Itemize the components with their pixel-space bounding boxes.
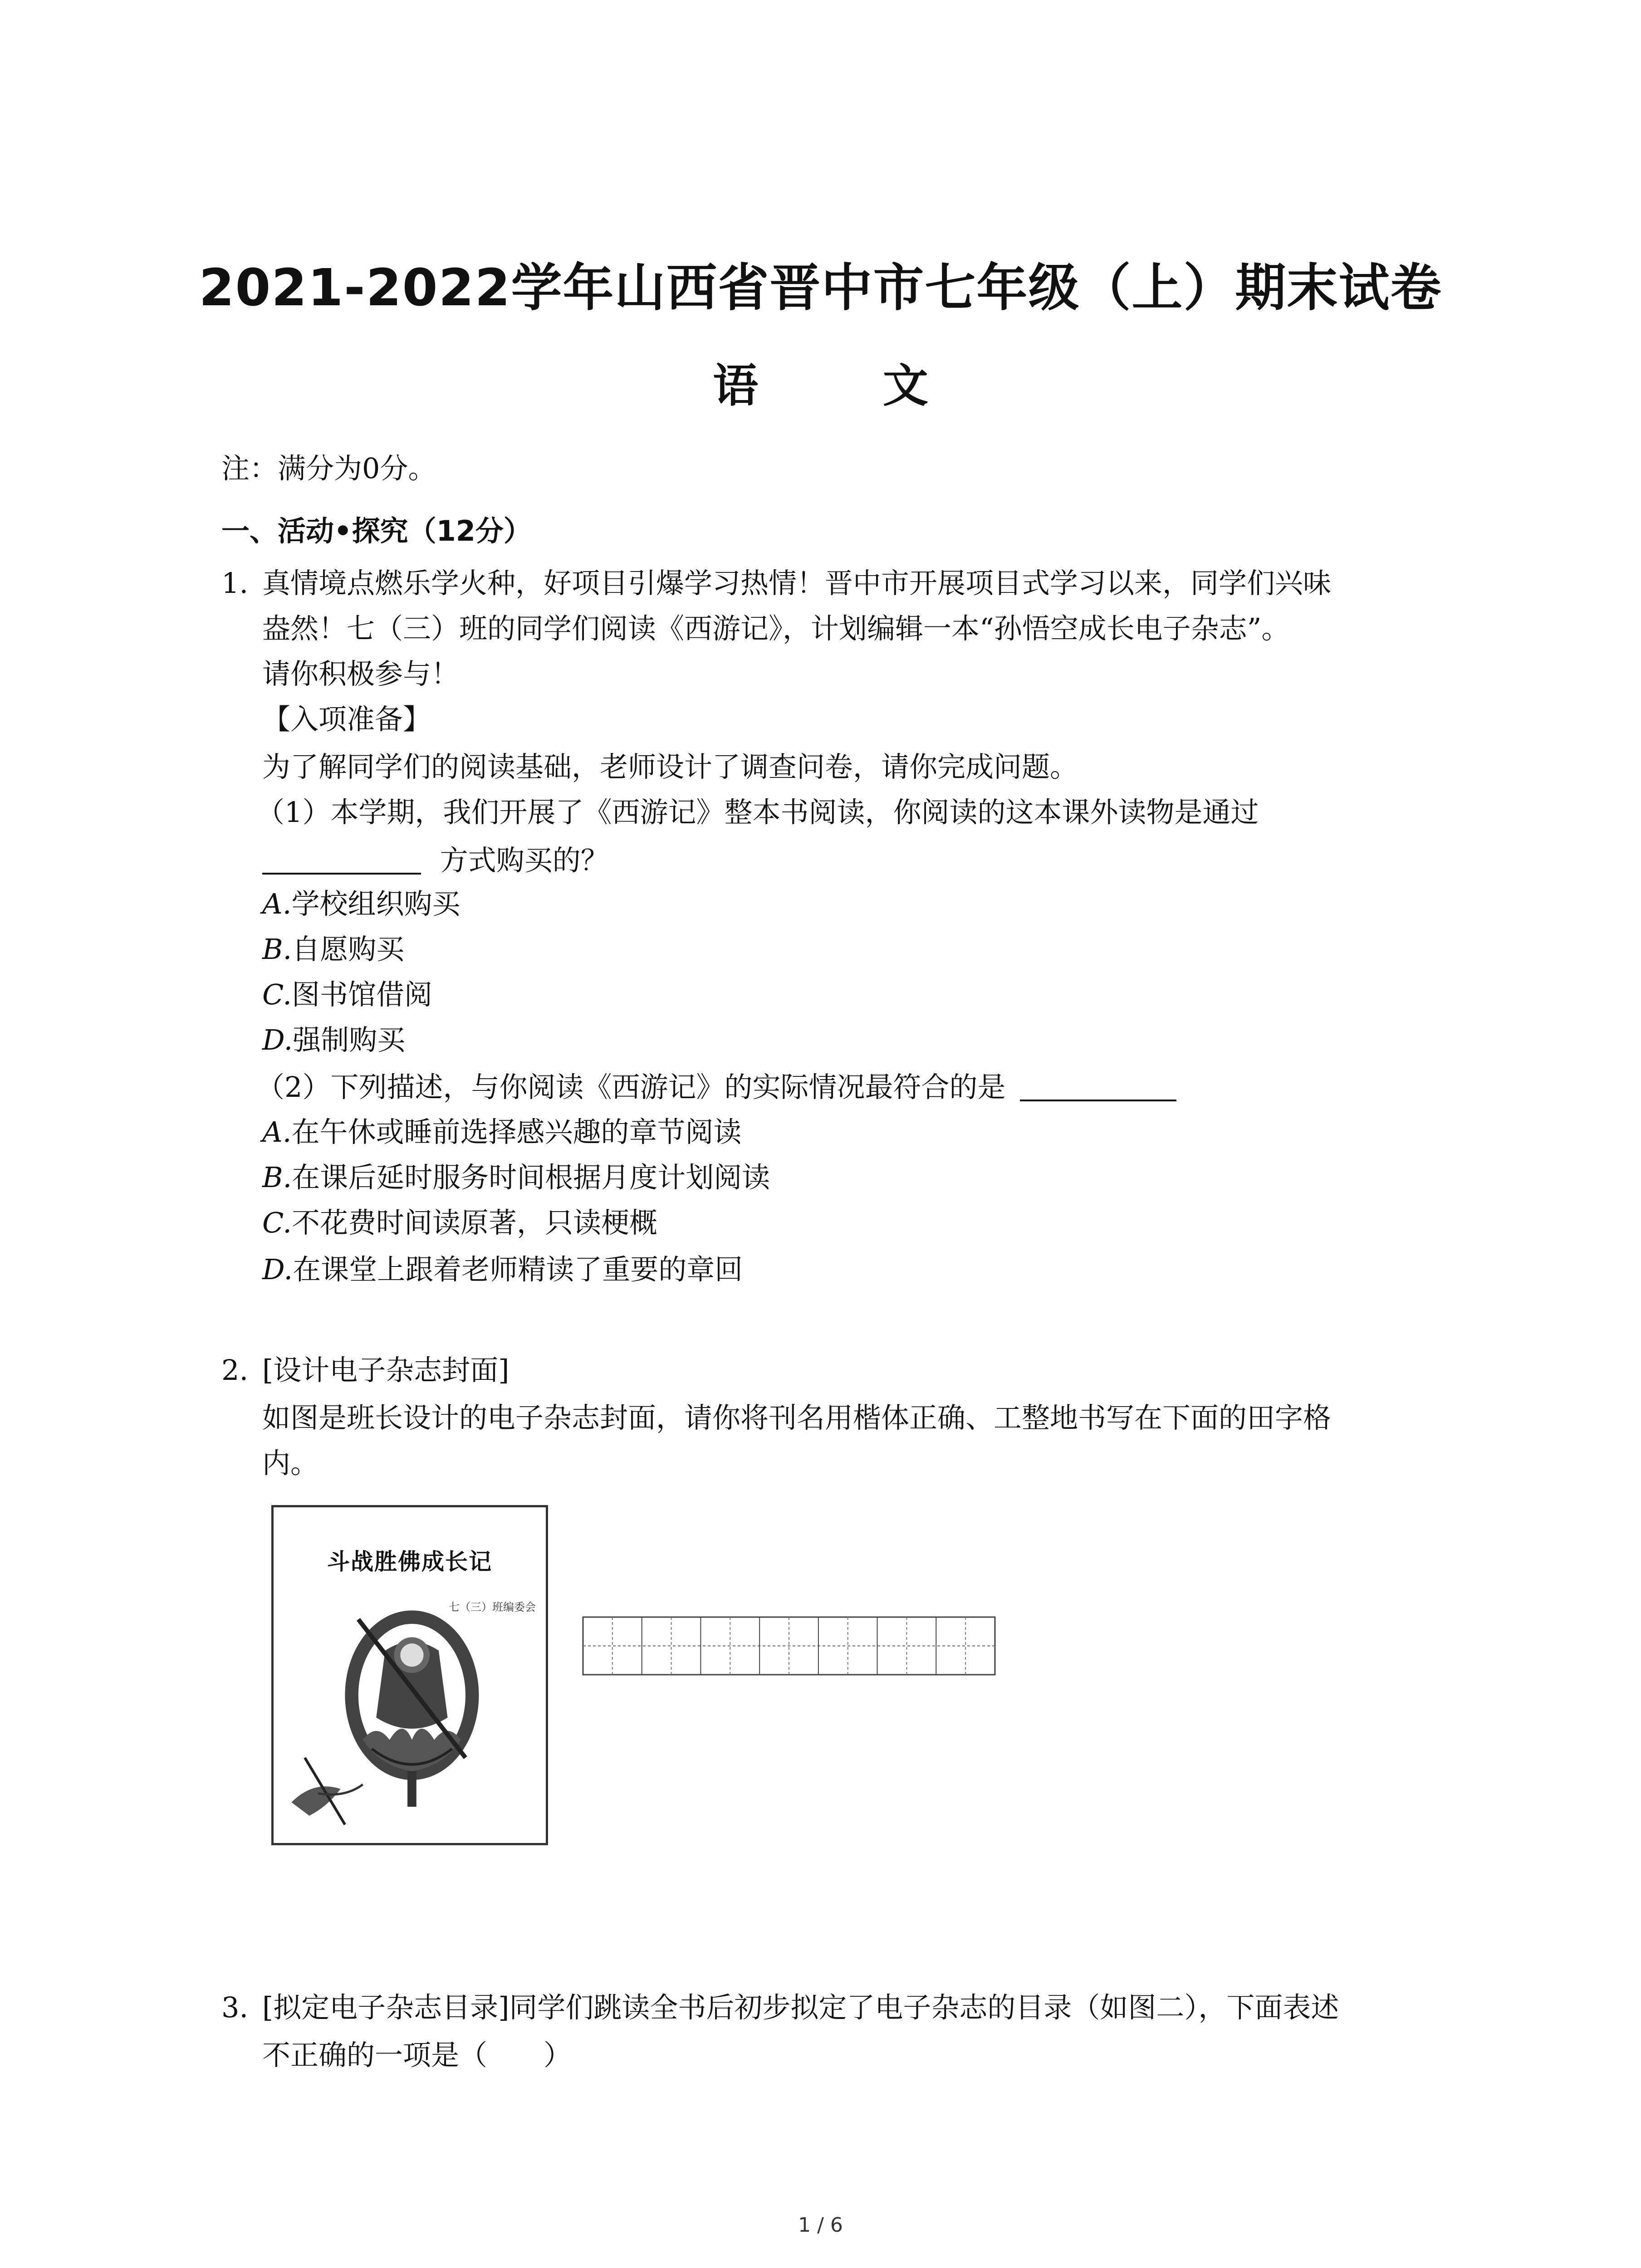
sub-question: （2）下列描述，与你阅读《西游记》的实际情况最符合的是: [256, 1071, 1176, 1101]
option: B.自愿购买: [262, 933, 405, 966]
section-tag: [设计电子杂志封面]: [262, 1354, 509, 1387]
question-text-line: 不正确的一项是（ ）: [262, 2038, 572, 2072]
option: C.图书馆借阅: [262, 978, 432, 1011]
option: D.强制购买: [262, 1023, 406, 1056]
cover-title: 斗战胜佛成长记: [327, 1549, 492, 1575]
subject-title: 语 文: [713, 359, 983, 412]
option: C.不花费时间读原著，只读梗概: [262, 1206, 657, 1239]
question-text-line: 真情境点燃乐学火种，好项目引爆学习热情！晋中市开展项目式学习以来，同学们兴味: [262, 567, 1332, 600]
question-text-line: 为了解同学们的阅读基础，老师设计了调查问卷，请你完成问题。: [262, 750, 1078, 783]
score-note: 注：满分为0分。: [221, 452, 436, 485]
page-number: 1 / 6: [798, 2214, 843, 2237]
answer-blank[interactable]: [262, 845, 421, 875]
magazine-cover-image: [271, 1505, 548, 1845]
question-number: 2.: [221, 1354, 249, 1387]
section-heading: 一、活动•探究（12分）: [221, 514, 532, 547]
tianzige-grid[interactable]: [582, 1616, 996, 1676]
sub-question-cont: 方式购买的？: [262, 845, 609, 875]
option: B.在课后延时服务时间根据月度计划阅读: [262, 1161, 770, 1194]
question-text-line: [拟定电子杂志目录]同学们跳读全书后初步拟定了电子杂志的目录（如图二），下面表述: [262, 1991, 1339, 2024]
option: A.在午休或睡前选择感兴趣的章节阅读: [262, 1115, 742, 1149]
question-text-line: 请你积极参与！: [262, 657, 460, 690]
question-number: 1.: [221, 567, 249, 600]
option: D.在课堂上跟着老师精读了重要的章回: [262, 1253, 743, 1286]
question-number: 3.: [221, 1991, 249, 2024]
page-title: 2021-2022学年山西省晋中市七年级（上）期末试卷: [199, 259, 1442, 318]
question-text-line: 如图是班长设计的电子杂志封面，请你将刊名用楷体正确、工整地书写在下面的田字格: [262, 1401, 1332, 1434]
answer-blank[interactable]: [1020, 1071, 1176, 1101]
option: A.学校组织购买: [262, 887, 460, 920]
question-text-line: 内。: [262, 1447, 319, 1480]
cover-subtitle: 七（三）班编委会: [449, 1601, 536, 1613]
question-text-line: 盎然！七（三）班的同学们阅读《西游记》，计划编辑一本“孙悟空成长电子杂志”。: [262, 612, 1290, 645]
sub-question: （1）本学期，我们开展了《西游记》整本书阅读，你阅读的这本课外读物是通过: [256, 796, 1259, 829]
section-tag: 【入项准备】: [262, 703, 431, 736]
